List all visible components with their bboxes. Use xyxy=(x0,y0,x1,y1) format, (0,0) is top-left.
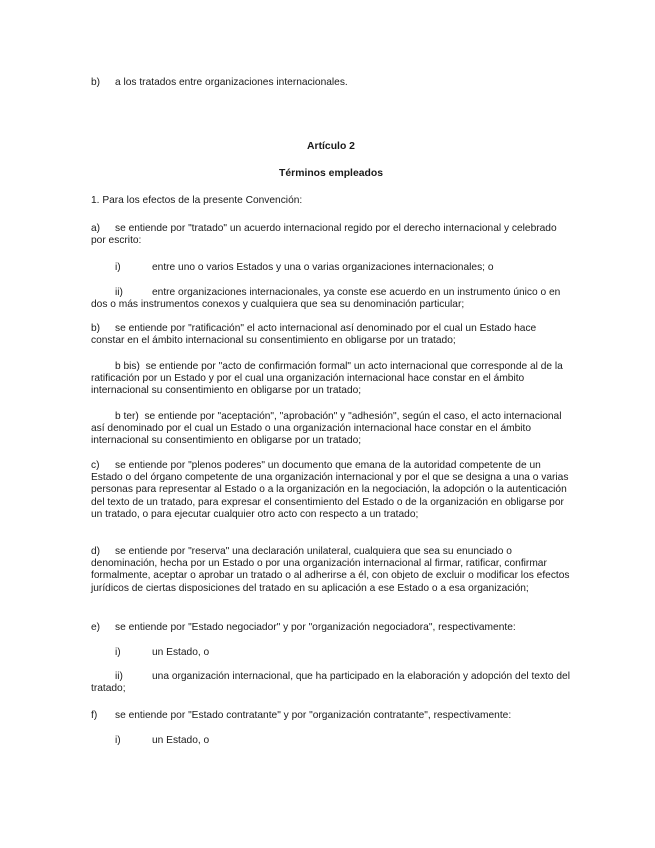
paragraph-d xyxy=(91,546,571,595)
paragraph-label: b) xyxy=(91,323,101,334)
paragraph-text: se entiende por "Estado negociador" y por "organización negociadora", respectivamente: xyxy=(115,622,516,633)
paragraph-c xyxy=(91,460,571,521)
paragraph-text: entre organizaciones internacionales, ya conste ese acuerdo en un instrumento único o en dos o más instrumentos conexos y cualquiera que sea su denominación particular; xyxy=(91,287,561,311)
paragraph-label: f) xyxy=(91,710,98,721)
paragraph-text: entre uno o varios Estados y una o varias organizaciones internacionales; o xyxy=(152,262,494,273)
paragraph-label: d) xyxy=(91,546,101,557)
paragraph-b xyxy=(91,323,571,347)
paragraph-text: se entiende por "aceptación", "aprobación" y "adhesión", según el caso, el acto internacional así denominado por el cual un Estado o una organización internacional hace constar en el ámbito internacional su consentimiento en obligarse por un tratado; xyxy=(91,411,562,447)
paragraph-text: se entiende por "acto de confirmación formal" un acto internacional que corresponde al de la ratificación por un Estado y por el cual una organización internacional hace constar en el ámbito internacional su consentimiento en obligarse por un tratado; xyxy=(91,361,563,397)
paragraph-label: c) xyxy=(91,460,100,471)
paragraph-label: b bis) xyxy=(115,361,140,372)
paragraph-text: se entiende por "plenos poderes" un documento que emana de la autoridad competente de un Estado o del órgano competente de una organización internacional y por el que se designa a una o varias personas para representar al Estado o a la organización en la negociación, la adopción o la autenticación del texto de un tratado, para expresar el consentimiento del Estado o de la organización en obligarse por un tratado, o para ejecutar cualquier otro acto con respecto a un tratado; xyxy=(91,460,569,520)
paragraph-text: se entiende por "ratificación" el acto internacional así denominado por el cual un Estado hace constar en el ámbito internacional su consentimiento en obligarse por un tratado; xyxy=(91,323,537,347)
article-subtitle: Términos empleados xyxy=(279,168,383,179)
paragraph-label: b) xyxy=(91,77,101,88)
paragraph-label: e) xyxy=(91,622,101,633)
paragraph-text: se entiende por "tratado" un acuerdo internacional regido por el derecho internacional y celebrado por escrito: xyxy=(91,223,557,247)
paragraph-b-intro xyxy=(91,77,571,89)
paragraph-label: ii) xyxy=(115,287,123,298)
paragraph-label: b ter) xyxy=(115,411,139,422)
paragraph-a-ii xyxy=(91,287,571,311)
paragraph-text: una organización internacional, que ha participado en la elaboración y adopción del texto del tratado; xyxy=(91,671,570,695)
paragraph-text: un Estado, o xyxy=(152,647,210,658)
article-title: Artículo 2 xyxy=(307,141,355,152)
paragraph-e-ii xyxy=(91,671,571,695)
paragraph-f-i xyxy=(91,735,571,747)
paragraph-b-bis xyxy=(91,361,571,398)
paragraph-a-i xyxy=(91,262,571,274)
paragraph-text: un Estado, o xyxy=(152,735,210,746)
paragraph-text: se entiende por "reserva" una declaración unilateral, cualquiera que sea su enunciado o denominación, hecha por un Estado o por una organización internacional al firmar, ratificar, confirmar formalmente, aceptar o aprobar un tratado o al adherirse a él, con objeto de excluir o modificar los efectos jurídicos de ciertas disposiciones del tratado en su aplicación a ese Estado o a esa organización; xyxy=(91,546,570,594)
paragraph-label: a) xyxy=(91,223,101,234)
paragraph-e xyxy=(91,622,571,634)
paragraph-text: a los tratados entre organizaciones internacionales. xyxy=(115,77,348,88)
paragraph-label: i) xyxy=(115,262,121,273)
paragraph-label: i) xyxy=(115,647,121,658)
paragraph-f xyxy=(91,710,571,722)
paragraph-label: ii) xyxy=(115,671,123,682)
paragraph-label: i) xyxy=(115,735,121,746)
paragraph-text: se entiende por "Estado contratante" y por "organización contratante", respectivamente: xyxy=(115,710,512,721)
paragraph-b-ter xyxy=(91,411,571,448)
paragraph-a xyxy=(91,223,571,247)
intro-paragraph: 1. Para los efectos de la presente Convención: xyxy=(91,195,303,206)
paragraph-e-i xyxy=(91,647,571,659)
